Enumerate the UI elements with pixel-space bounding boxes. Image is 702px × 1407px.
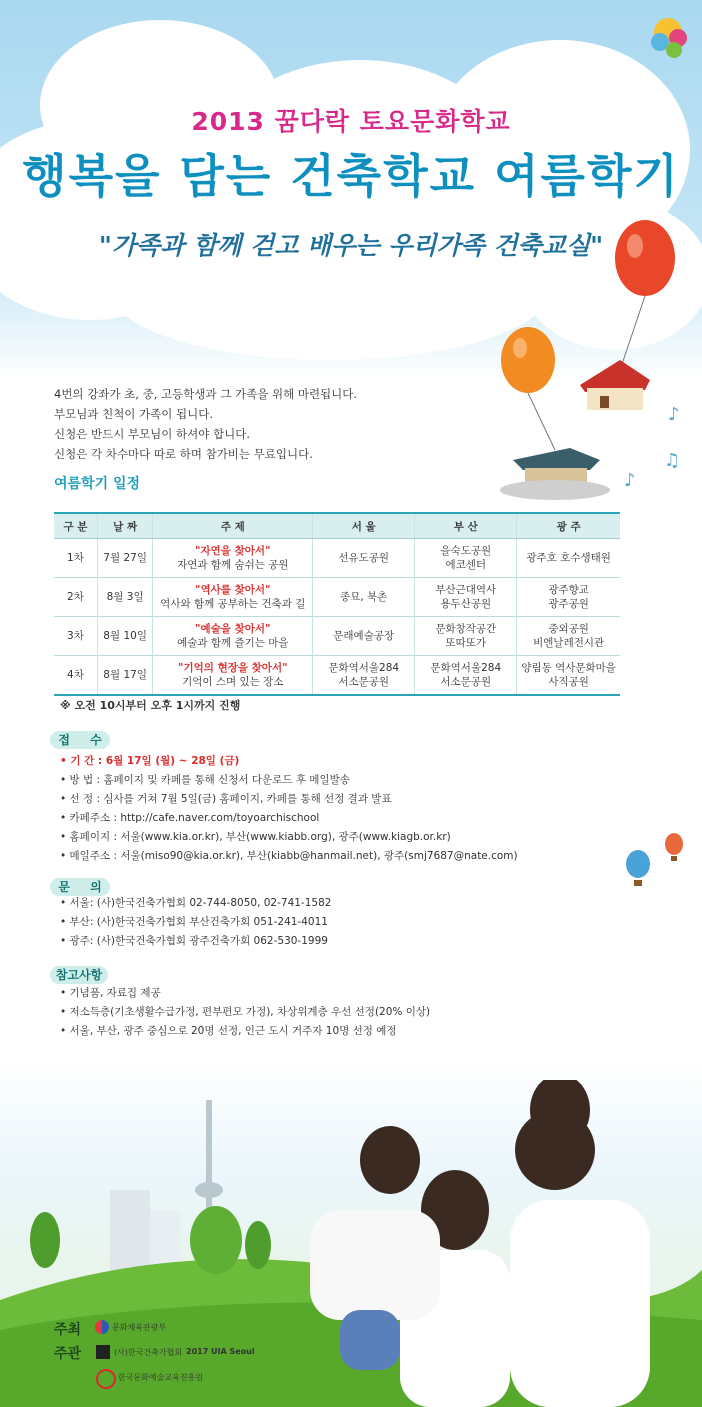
- seoul-cell: 문화역서울284 서소문공원: [313, 656, 415, 696]
- music-note-icon: ♪: [624, 470, 636, 491]
- date-cell: 8월 17일: [97, 656, 153, 696]
- theme-cell: [153, 578, 313, 617]
- inquiry-list: [60, 894, 331, 951]
- round-cell: 4차: [54, 656, 97, 696]
- list-item: • 홈페이지 : 서울(www.kia.or.kr), 부산(www.kiabb.org), 광주(www.kiagb.or.kr): [60, 828, 518, 847]
- program-logo: [618, 12, 692, 68]
- busan-cell: 부산근대역사 용두산공원: [415, 578, 517, 617]
- organizer-org: (사)한국건축가협회: [114, 1348, 183, 1357]
- music-note-icon: ♪: [668, 404, 680, 425]
- list-item: • 서울: (사)한국건축가협회 02-744-8050, 02-741-1582: [60, 894, 331, 913]
- intro-line: 4번의 강좌가 초, 중, 고등학생과 그 가족을 위해 마련됩니다.: [54, 387, 358, 401]
- date-cell: 8월 10일: [97, 617, 153, 656]
- seoul-cell: 문래예술공장: [313, 617, 415, 656]
- list-item: • 선 정 : 심사를 거쳐 7월 5일(금) 홈페이지, 카페를 통해 선정 결과 발표: [60, 790, 518, 809]
- column-header: 날 짜: [97, 513, 153, 539]
- round-cell: 3차: [54, 617, 97, 656]
- column-header: 부 산: [415, 513, 517, 539]
- list-item: • 메일주소 : 서울(miso90@kia.or.kr), 부산(kiabb@hanmail.net), 광주(smj7687@nate.com): [60, 847, 518, 866]
- music-note-icon: ♫: [664, 450, 681, 471]
- seoul-cell: 선유도공원: [313, 539, 415, 578]
- intro-text: [54, 384, 357, 464]
- arts-org: 한국문화예술교육진흥원: [118, 1373, 204, 1382]
- list-item: • 부산: (사)한국건축가협회 부산건축가회 051-241-4011: [60, 913, 331, 932]
- arts-education-logo-icon: [96, 1369, 116, 1389]
- schedule-table: [54, 512, 620, 696]
- theme-cell: [153, 656, 313, 696]
- seoul-cell: 종묘, 북촌: [313, 578, 415, 617]
- host-org: 문화체육관광부: [112, 1323, 167, 1332]
- intro-line: 신청은 반드시 부모님이 하셔야 합니다.: [54, 427, 251, 441]
- theme-title: "기억의 현장을 찾아서": [178, 662, 288, 674]
- theme-cell: [153, 539, 313, 578]
- theme-subtitle: 예술과 함께 즐기는 마을: [177, 637, 289, 649]
- table-row: [54, 578, 620, 617]
- table-note: ※ 오전 10시부터 오후 1시까지 진행: [60, 699, 241, 712]
- notes-label: 참고사항: [50, 966, 108, 984]
- gwangju-cell: 양림동 역사문화마을 사직공원: [517, 656, 620, 696]
- list-item: • 저소득층(기초생활수급가정, 편부편모 가정), 차상위계층 우선 선정(20% 이상): [60, 1003, 430, 1022]
- list-item: • 서울, 부산, 광주 중심으로 20명 선정, 인근 도시 거주자 10명 선정 예정: [60, 1022, 430, 1041]
- gwangju-cell: 광주호 호수생태원: [517, 539, 620, 578]
- theme-subtitle: 자연과 함께 숨쉬는 공원: [177, 559, 289, 571]
- list-item: • 기 간 : 6월 17일 (월) ~ 28일 (금): [60, 752, 518, 771]
- table-header-row: [54, 513, 620, 539]
- list-item: • 방 법 : 홈페이지 및 카페를 통해 신청서 다운로드 후 메일발송: [60, 771, 518, 790]
- theme-title: "예술을 찾아서": [195, 623, 271, 635]
- theme-cell: [153, 617, 313, 656]
- intro-line: 신청은 각 차수마다 따로 하며 참가비는 무료입니다.: [54, 447, 313, 461]
- busan-cell: 문화창작공간 또따또가: [415, 617, 517, 656]
- application-list: [60, 752, 518, 866]
- theme-subtitle: 역사와 함께 공부하는 건축과 길: [160, 598, 306, 610]
- column-header: 주 제: [153, 513, 313, 539]
- intro-line: 부모님과 친척이 가족이 됩니다.: [54, 407, 214, 421]
- organizer-label: 주관: [54, 1346, 82, 1362]
- date-cell: 7월 27일: [97, 539, 153, 578]
- table-row: [54, 656, 620, 696]
- busan-cell: 을숙도공원 에코센터: [415, 539, 517, 578]
- gwangju-cell: 광주향교 광주공원: [517, 578, 620, 617]
- inquiry-label: 문 의: [50, 878, 110, 896]
- table-row: [54, 539, 620, 578]
- round-cell: 1차: [54, 539, 97, 578]
- theme-title: "자연을 찾아서": [195, 545, 271, 557]
- schedule-heading: 여름학기 일정: [54, 476, 141, 492]
- kia-logo-icon: [96, 1345, 110, 1359]
- uia-logo-text: 2017 UIA Seoul: [186, 1347, 255, 1356]
- subtitle: 2013 꿈다락 토요문화학교: [191, 107, 511, 136]
- ministry-logo-icon: [95, 1320, 109, 1334]
- table-row: [54, 617, 620, 656]
- notes-list: [60, 984, 430, 1041]
- date-cell: 8월 3일: [97, 578, 153, 617]
- column-header: 광 주: [517, 513, 620, 539]
- tagline: "가족과 함께 걷고 배우는 우리가족 건축교실": [98, 231, 604, 260]
- column-header: 서 울: [313, 513, 415, 539]
- hot-air-balloon-icon: [620, 830, 690, 890]
- list-item: • 카페주소 : http://cafe.naver.com/toyoarchischool: [60, 809, 518, 828]
- page-title: 행복을 담는 건축학교 여름학기: [22, 149, 680, 203]
- list-item: • 기념품, 자료집 제공: [60, 984, 430, 1003]
- host-label: 주최: [54, 1322, 82, 1338]
- theme-title: "역사를 찾아서": [195, 584, 271, 596]
- theme-subtitle: 기억이 스며 있는 장소: [182, 676, 284, 688]
- busan-cell: 문화역서울284 서소문공원: [415, 656, 517, 696]
- column-header: 구 분: [54, 513, 97, 539]
- gwangju-cell: 중외공원 비엔날레전시관: [517, 617, 620, 656]
- application-label: 접 수: [50, 731, 110, 749]
- list-item: • 광주: (사)한국건축가협회 광주건축가회 062-530-1999: [60, 932, 331, 951]
- round-cell: 2차: [54, 578, 97, 617]
